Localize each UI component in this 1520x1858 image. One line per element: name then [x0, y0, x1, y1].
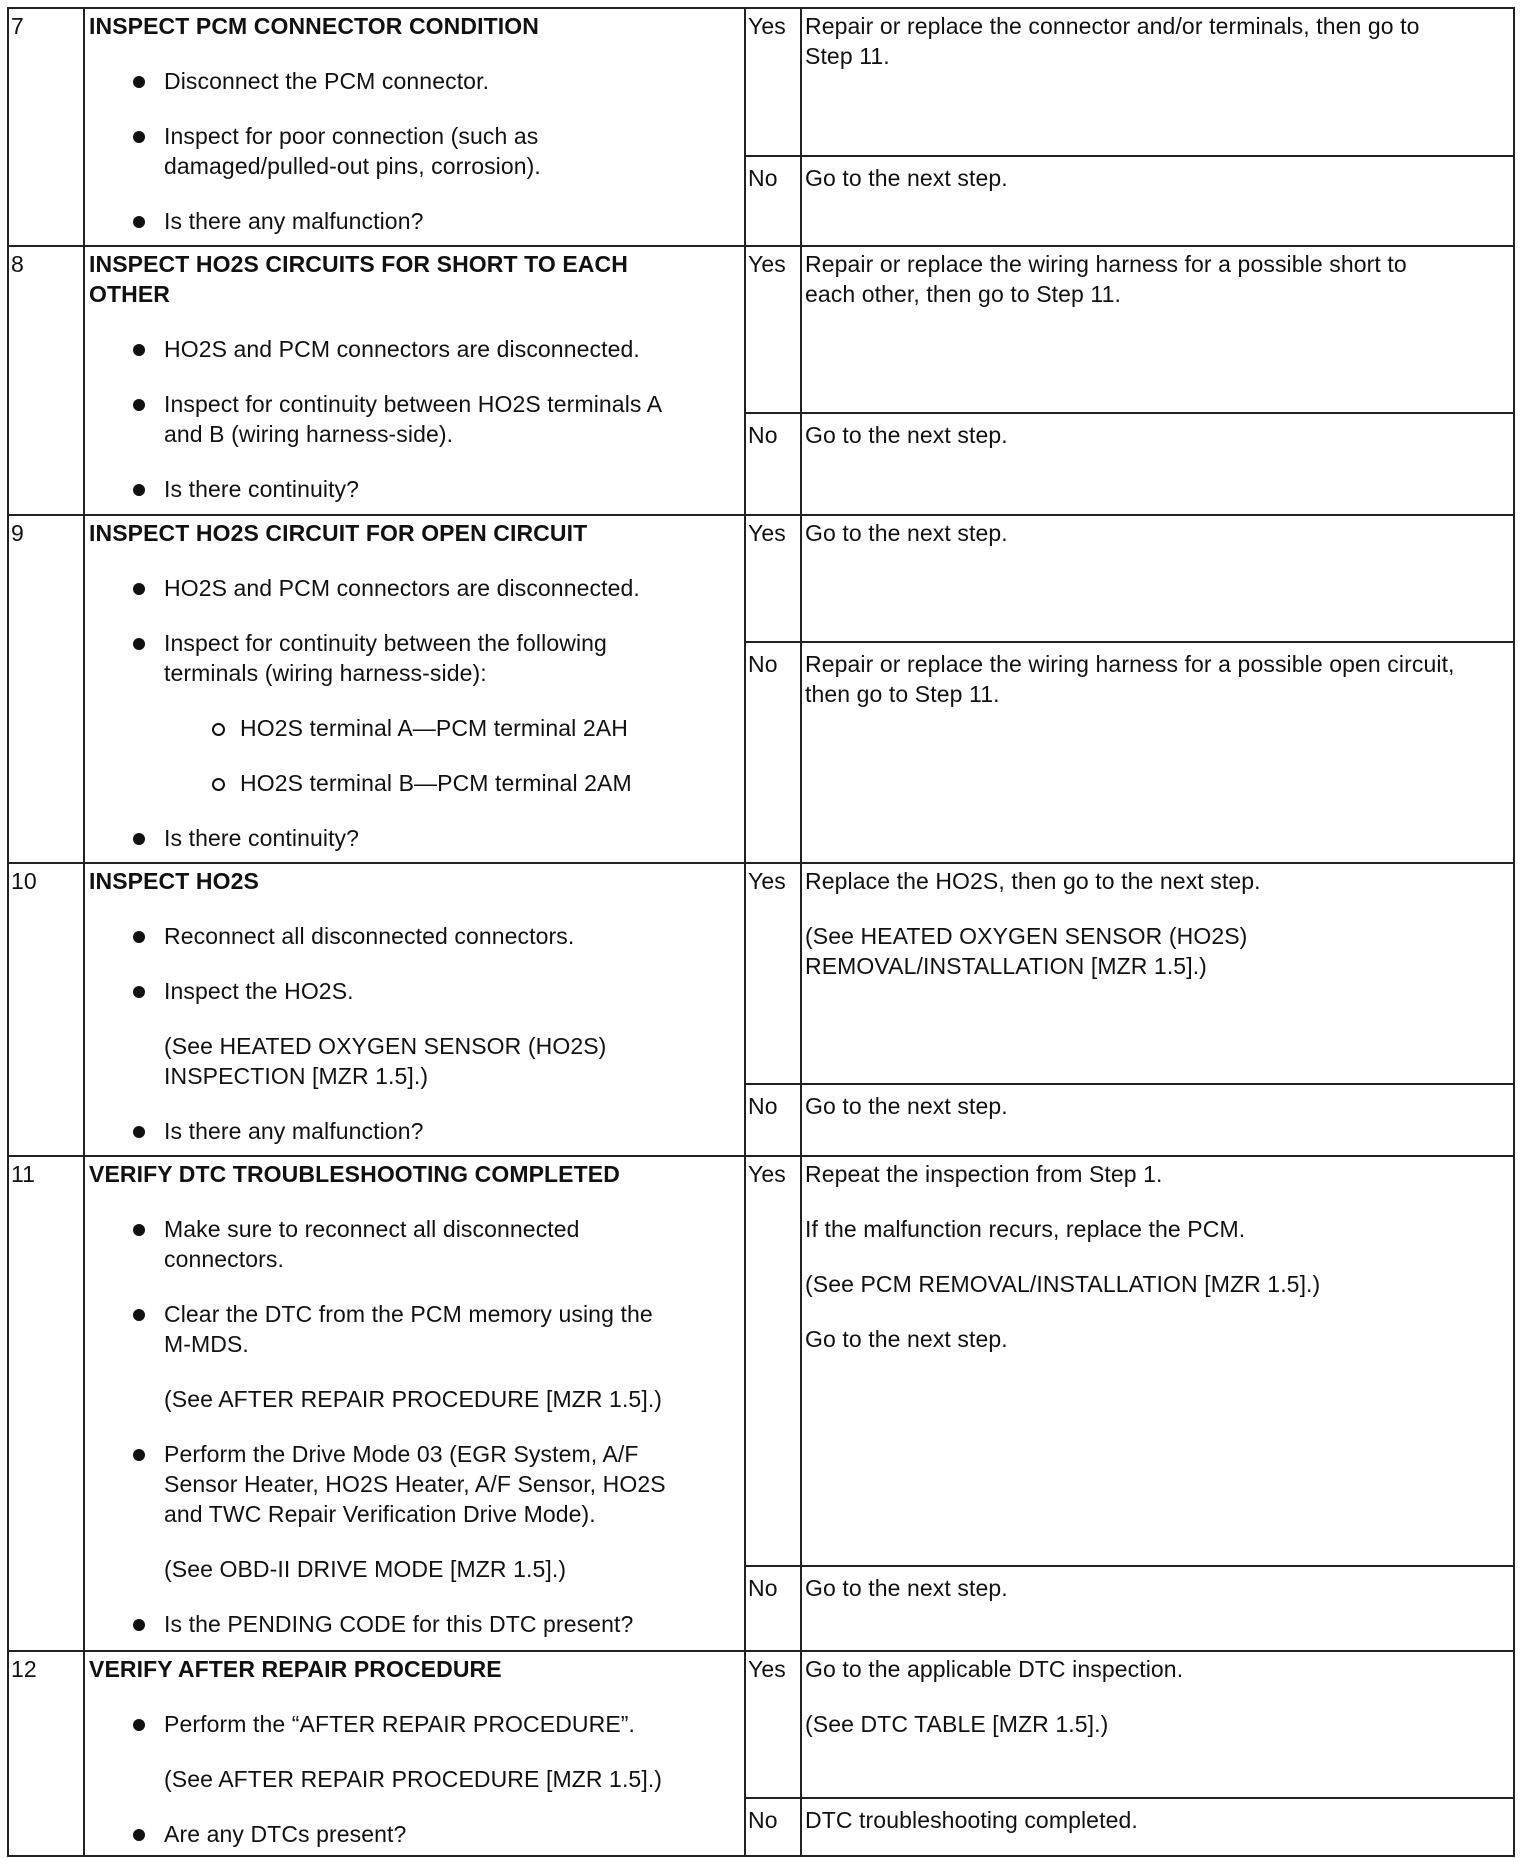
item-text: Is there continuity? [164, 476, 360, 502]
no-label: No [748, 422, 778, 448]
column-divider [83, 7, 85, 1857]
no-label: No [748, 651, 778, 677]
yes-no-divider [744, 412, 1515, 414]
no-label: No [748, 165, 778, 191]
bullet-icon [133, 986, 145, 998]
yes-no-divider [744, 1797, 1515, 1799]
step-title: INSPECT PCM CONNECTOR CONDITION [89, 13, 539, 39]
no-action-text: DTC troubleshooting completed. [805, 1807, 1138, 1833]
item-text: Perform the Drive Mode 03 (EGR System, A/F [164, 1441, 639, 1467]
sub-bullet-icon [212, 778, 225, 791]
bullet-icon [133, 216, 145, 228]
item-text: HO2S terminal A—PCM terminal 2AH [240, 715, 628, 741]
item-text: M-MDS. [164, 1331, 249, 1357]
item-text: Is the PENDING CODE for this DTC present? [164, 1611, 634, 1637]
no-action-text: Repair or replace the wiring harness for a possible open circuit, [805, 651, 1455, 677]
note-text: (See HEATED OXYGEN SENSOR (HO2S) [164, 1033, 607, 1059]
yes-action-text: Repeat the inspection from Step 1. [805, 1161, 1163, 1187]
note-text: INSPECTION [MZR 1.5].) [164, 1063, 429, 1089]
yes-action-text: Repair or replace the connector and/or terminals, then go to [805, 13, 1420, 39]
item-text: Reconnect all disconnected connectors. [164, 923, 575, 949]
yes-action-text: Step 11. [805, 43, 890, 69]
item-text: and B (wiring harness-side). [164, 421, 454, 447]
item-text: and TWC Repair Verification Drive Mode). [164, 1501, 596, 1527]
item-text: Perform the “AFTER REPAIR PROCEDURE”. [164, 1711, 636, 1737]
item-text: HO2S and PCM connectors are disconnected. [164, 575, 640, 601]
row-divider [7, 1155, 1515, 1157]
yes-action-text: Go to the next step. [805, 520, 1008, 546]
yes-label: Yes [748, 13, 786, 39]
item-text: Make sure to reconnect all disconnected [164, 1216, 580, 1242]
yes-no-divider [744, 1565, 1515, 1567]
no-action-text: Go to the next step. [805, 422, 1008, 448]
step-title: VERIFY AFTER REPAIR PROCEDURE [89, 1656, 502, 1682]
yes-no-divider [744, 155, 1515, 157]
yes-action-text: Go to the applicable DTC inspection. [805, 1656, 1184, 1682]
row-divider [7, 514, 1515, 516]
item-text: HO2S terminal B—PCM terminal 2AM [240, 770, 632, 796]
bullet-icon [133, 931, 145, 943]
yes-action-text: REMOVAL/INSTALLATION [MZR 1.5].) [805, 953, 1207, 979]
no-action-text: then go to Step 11. [805, 681, 1000, 707]
table-border-left [7, 7, 9, 1857]
bullet-icon [133, 1126, 145, 1138]
yes-label: Yes [748, 1161, 786, 1187]
no-action-text: Go to the next step. [805, 1093, 1008, 1119]
note-text: (See OBD-II DRIVE MODE [MZR 1.5].) [164, 1556, 567, 1582]
yes-action-text: each other, then go to Step 11. [805, 281, 1121, 307]
step-title: INSPECT HO2S CIRCUITS FOR SHORT TO EACH [89, 251, 628, 277]
item-text: connectors. [164, 1246, 284, 1272]
step-number: 12 [11, 1656, 37, 1682]
bullet-icon [133, 1309, 145, 1321]
troubleshooting-table [7, 7, 1515, 1857]
step-title: VERIFY DTC TROUBLESHOOTING COMPLETED [89, 1161, 620, 1187]
yes-label: Yes [748, 1656, 786, 1682]
yes-action-text: (See HEATED OXYGEN SENSOR (HO2S) [805, 923, 1248, 949]
yes-label: Yes [748, 520, 786, 546]
item-text: Is there any malfunction? [164, 208, 424, 234]
note-text: (See AFTER REPAIR PROCEDURE [MZR 1.5].) [164, 1386, 663, 1412]
item-text: Inspect the HO2S. [164, 978, 354, 1004]
yes-label: Yes [748, 251, 786, 277]
table-border-bottom [7, 1855, 1515, 1857]
item-text: Sensor Heater, HO2S Heater, A/F Sensor, HO2S [164, 1471, 666, 1497]
yes-action-text: Repair or replace the wiring harness for a possible short to [805, 251, 1407, 277]
step-title: INSPECT HO2S CIRCUIT FOR OPEN CIRCUIT [89, 520, 588, 546]
step-number: 7 [11, 13, 24, 39]
note-text: (See AFTER REPAIR PROCEDURE [MZR 1.5].) [164, 1766, 663, 1792]
bullet-icon [133, 344, 145, 356]
bullet-icon [133, 131, 145, 143]
item-text: Is there any malfunction? [164, 1118, 424, 1144]
yes-no-divider [744, 1083, 1515, 1085]
no-label: No [748, 1093, 778, 1119]
item-text: HO2S and PCM connectors are disconnected. [164, 336, 640, 362]
bullet-icon [133, 399, 145, 411]
step-number: 11 [11, 1161, 36, 1187]
bullet-icon [133, 1224, 145, 1236]
column-divider [744, 7, 746, 1857]
step-number: 8 [11, 251, 24, 277]
bullet-icon [133, 76, 145, 88]
row-divider [7, 1650, 1515, 1652]
yes-action-text: (See PCM REMOVAL/INSTALLATION [MZR 1.5].) [805, 1271, 1321, 1297]
item-text: Clear the DTC from the PCM memory using the [164, 1301, 653, 1327]
item-text: Inspect for continuity between the following [164, 630, 607, 656]
yes-action-text: Go to the next step. [805, 1326, 1008, 1352]
yes-action-text: (See DTC TABLE [MZR 1.5].) [805, 1711, 1109, 1737]
no-action-text: Go to the next step. [805, 165, 1008, 191]
table-border-right [1513, 7, 1515, 1857]
item-text: Inspect for poor connection (such as [164, 123, 539, 149]
no-action-text: Go to the next step. [805, 1575, 1008, 1601]
row-divider [7, 245, 1515, 247]
item-text: Are any DTCs present? [164, 1821, 407, 1847]
step-number: 9 [11, 520, 24, 546]
step-title: INSPECT HO2S [89, 868, 259, 894]
step-number: 10 [11, 868, 37, 894]
no-label: No [748, 1807, 778, 1833]
item-text: damaged/pulled-out pins, corrosion). [164, 153, 541, 179]
table-border-top [7, 7, 1515, 9]
bullet-icon [133, 1619, 145, 1631]
step-title: OTHER [89, 281, 170, 307]
no-label: No [748, 1575, 778, 1601]
yes-action-text: If the malfunction recurs, replace the PCM. [805, 1216, 1246, 1242]
item-text: terminals (wiring harness-side): [164, 660, 487, 686]
yes-action-text: Replace the HO2S, then go to the next step. [805, 868, 1261, 894]
item-text: Disconnect the PCM connector. [164, 68, 490, 94]
bullet-icon [133, 1449, 145, 1461]
bullet-icon [133, 583, 145, 595]
sub-bullet-icon [212, 723, 225, 736]
item-text: Inspect for continuity between HO2S terminals A [164, 391, 663, 417]
row-divider [7, 862, 1515, 864]
bullet-icon [133, 638, 145, 650]
bullet-icon [133, 1719, 145, 1731]
bullet-icon [133, 833, 145, 845]
item-text: Is there continuity? [164, 825, 360, 851]
column-divider [800, 7, 802, 1857]
bullet-icon [133, 484, 145, 496]
yes-no-divider [744, 641, 1515, 643]
yes-label: Yes [748, 868, 786, 894]
bullet-icon [133, 1829, 145, 1841]
